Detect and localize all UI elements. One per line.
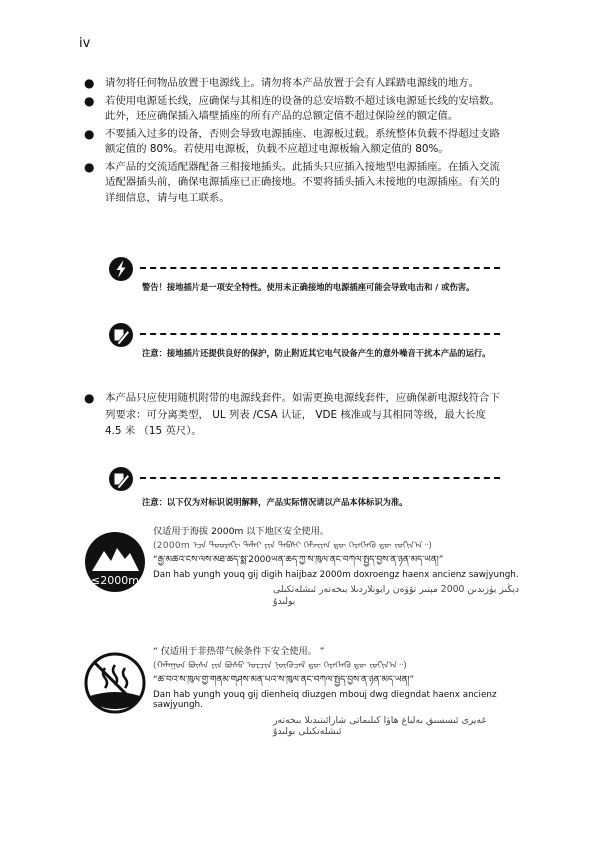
- altitude-mongolian: (2000m ᠡᠴᠡ ᠳᠣᠣᠷᠠᠬᠢ ᠳᠠᠯᠠᠢ ᠶᠢᠨ ᠲᠡᠪᠰᠢ ᠬᠡᠮᠵᠢᠶᠡᠨ ᠳᠦ ᠬᠡᠷᠡᠭᠯᠡᠬᠦ ᠳᠦ ᠵᠣᠬᠢᠨ᠎ᠠ᠃): [153, 540, 433, 551]
- bullet-text: 若使用电源延长线，应确保与其相连的设备的总安培数不超过该电源延长线的安培数。此外，还应确保插入墙壁插座的所有产品的总额定值不超过保险丝的额定值。: [105, 94, 500, 122]
- bullet-item: [84, 94, 504, 125]
- bullet-text: 不要插入过多的设备，否则会导致电源插座、电源板过载。系统整体负载不得超过支路额定值的 80%。若使用电源板，负载不应超过电源板输入额定值的 80%。: [105, 127, 500, 155]
- bullet-item: [84, 390, 504, 440]
- note-pencil-icon: [108, 322, 134, 348]
- warning-note: [108, 256, 500, 306]
- warning-text: 警告！接地插片是一项安全特性。使用未正确接地的电源插座可能会导致电击和 / 或伤害。: [142, 282, 475, 292]
- bullet-text: 请勿将任何物品放置于电源线上。请勿将本产品放置于会有人踩踏电源线的地方。: [105, 77, 480, 89]
- note-label-explanation: [108, 466, 500, 506]
- bullet-text: 本产品只应使用随机附带的电源线套件。如需更换电源线套件，应确保新电源线符合下列要求：可分离类型， UL 列表 /CSA 认证， VDE 核准或与其相同等级，最大长度 4.5 米 （15 英尺）。: [105, 392, 500, 437]
- page-number: iv: [79, 36, 91, 51]
- bullet-item: [84, 76, 504, 92]
- altitude-uyghur: دېڭىز يۈزىدىن 2000 مېتىر تۆۋەن رايونلاردىلا بىخەتەر ئىشلەتكىلى بولىدۇ: [273, 584, 520, 607]
- altitude-cn: 仅适用于海拔 2000m 以下地区安全使用。: [153, 526, 329, 537]
- divider-dashed: [140, 477, 500, 479]
- bullet-item: [84, 127, 504, 158]
- bullet-dot-icon: ●: [84, 391, 95, 405]
- altitude-mountain-icon: [84, 531, 146, 593]
- warning-icon: [108, 256, 134, 282]
- tropical-mark-block: [84, 646, 524, 756]
- tropical-tibetan: “ཚ་བའི་ས་ཁུལ་གྱི་གནམ་གཤིས་མིན་པའི་ས་ཁུལ་ནང་བཀོལ་སྤྱོད་བྱས་ན་ཉེན་མེད་ཡིན།”: [153, 675, 415, 685]
- altitude-zhuang: Dan hab yungh youq gij digih haijbaz 2000m doxroengz haenx ancienz sawjyungh.: [153, 569, 519, 580]
- altitude-mark-block: [84, 526, 524, 646]
- bullet-item: [84, 160, 504, 207]
- tropical-uyghur: غەيرى ئىسسىق بەلباغ ھاۋا كىلىماتى شارائىتىدىلا بىخەتەر ئىشلەتكىلى بولىدۇ: [273, 714, 487, 737]
- altitude-icon-label: ≤2000m: [91, 574, 139, 587]
- non-tropical-icon: [84, 652, 146, 714]
- tropical-zhuang: Dan hab yungh youq gij dienheiq diuzgen mbouj dwg diegndat haenx ancienz sawjyungh.: [153, 689, 497, 710]
- divider-dashed: [140, 267, 500, 269]
- tropical-cn: “ 仅适用于非热带气候条件下安全使用。 ”: [153, 646, 325, 657]
- note-text: 注意：以下仅为对标识说明解释，产品实际情况请以产品本体标识为准。: [142, 497, 408, 507]
- bullet-list-bottom: [84, 390, 504, 442]
- bullet-dot-icon: ●: [84, 126, 95, 141]
- note-grounding: [108, 322, 500, 372]
- bullet-list-top: [84, 76, 504, 208]
- bullet-dot-icon: ●: [84, 159, 95, 174]
- tropical-mongolian: (ᠬᠠᠯᠠᠭᠤᠨ ᠪᠦᠰᠡ ᠶᠢᠨ ᠪᠤᠰᠤ ᠤᠷᠴᠢᠨ ᠨᠥᠬᠦᠴᠡᠯ ᠳᠦ ᠬᠡᠷᠡᠭᠯᠡᠬᠦ ᠳᠦ ᠵᠣᠬᠢᠨ᠎ᠠ᠃): [153, 660, 407, 671]
- tropical-mark-text: [153, 646, 524, 738]
- note-text: 注意：接地插片还提供良好的保护，防止附近其它电气设备产生的意外噪音干扰本产品的运行。: [142, 348, 491, 358]
- bullet-dot-icon: ●: [84, 76, 95, 90]
- note-pencil-icon: [108, 466, 134, 492]
- bullet-dot-icon: ●: [84, 93, 95, 108]
- divider-dashed: [140, 333, 500, 335]
- altitude-tibetan: “རྒྱ་མཚོའི་ངོས་ལས་མཐོ་ཚད་སྨི་2000ཡན་ཆད་ཀྱི་ས་ཁུལ་ནང་བཀོལ་སྤྱོད་བྱས་ན་ཉེན་མེད་ཡིན།”: [153, 555, 444, 565]
- bullet-text: 本产品的交流适配器配备三相接地插头。此插头只应插入接地型电源插座。在插入交流适配器插头前，确保电源插座已正确接地。不要将插头插入未接地的电源插座。有关的详细信息，请与电工联系。: [105, 160, 500, 204]
- altitude-mark-text: [153, 526, 524, 607]
